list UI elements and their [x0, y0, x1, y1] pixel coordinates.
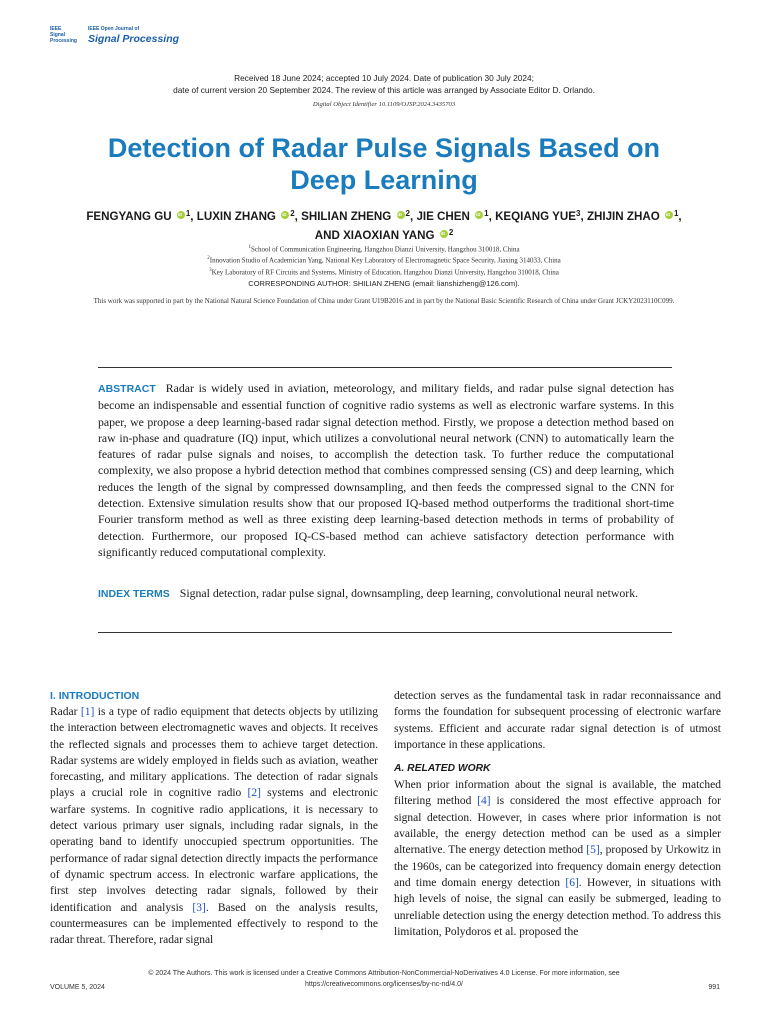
abstract-text: Radar is widely used in aviation, meteorology, and military fields, and radar pulse signal detection has become an indispensable and essential function of cognitive radio systems as well as electronic warfare systems. In this paper, we propose a deep learning-based radar signal detection method. Firstly, we propose a detection method based on raw in-phase and quadrature (IQ) input, which utilizes a convolutional neural network (CNN) to automatically learn the features of radar pulse signals and noises, to accomplish the detection task. To further reduce the computational complexity, we also propose a hybrid detection method that combines compressed sensing (CS) and deep learning, which reduces the length of the signal by compressed downsampling, and then feeds the compressed signal to the CNN for detection. Extensive simulation results show that our proposed IQ-based method outperforms the traditional short-time Fourier transform method as well as three existing deep learning-based detection methods in terms of probability of detection. Furthermore, our proposed IQ-CS-based method can achieve satisfactory detection performance with significantly reduced computational complexity.	[98, 381, 674, 559]
paragraph: Radar [1] is a type of radio equipment that detects objects by utilizing the interaction between electromagnetic waves and objects. It receives the reflected signals and processes them to achieve target detection. Radar systems are widely employed in fields such as aviation, weather forecasting, and military applications. The detection of radar signals plays a crucial role in cognitive radio [2] systems and electronic warfare systems. In cognitive radio applications, it is necessary to detect various primary user signals, including radar signals, in the operating band to identify unoccupied spectrum opportunities. The performance of radar signal detection directly impacts the performance of dynamic spectrum access. In electronic warfare applications, the first step involves detecting radar signals, followed by their identification and analysis [3]. Based on the analysis results, countermeasures can be implemented effectively to respond to the radar threat. Therefore, radar signal	[50, 706, 378, 947]
abstract	[98, 380, 674, 560]
doi: Digital Object Identifier 10.1109/OJSP.2024.3435703	[312, 101, 456, 108]
ieee-sps-logo-mark: IEEE Signal Processing	[50, 26, 77, 44]
affiliation: $^2$Innovation Studio of Academician Yang, National Key Laboratory of Electromagnetic Space Security, Jiaxing 314033, China	[207, 256, 561, 265]
journal-logo	[50, 26, 180, 48]
orcid-icon[interactable]	[475, 211, 483, 219]
divider	[98, 367, 672, 368]
journal-name: IEEE Open Journal of Signal Processing	[88, 26, 180, 45]
index-terms-label: INDEX TERMS	[98, 588, 170, 600]
affiliation: $^1$School of Communication Engineering, Hangzhou Dianzi University, Hangzhou 310018, China	[248, 245, 520, 254]
author-list: FENGYANG GU iD $^1$, LUXIN ZHANG iD $^2$, SHILIAN ZHENG iD $^2$, JIE CHEN iD $^1$, KEQIANG YUE$^3$, ZHIJIN ZHAO iD $^1$, AND XIAOXIAN YANG iD $^2$	[40, 206, 728, 244]
page-number: 991	[708, 984, 720, 991]
citation-link[interactable]: [1]	[80, 706, 95, 718]
publication-history: Received 18 June 2024; accepted 10 July 2024. Date of publication 30 July 2024; date of current version 20 September 2024. The review of this article was arranged by Associate Editor D. Orlando.	[173, 73, 595, 95]
author: FENGYANG GU iD $^1$	[86, 210, 190, 223]
citation-link[interactable]: [2]	[247, 787, 261, 800]
volume-label: VOLUME 5, 2024	[50, 984, 105, 991]
corresponding-author: CORRESPONDING AUTHOR: SHILIAN ZHENG (email: lianshizheng@126.com).	[248, 279, 520, 288]
citation-link[interactable]: [6]	[565, 876, 579, 889]
left-column	[50, 688, 378, 948]
index-terms-text: Signal detection, radar pulse signal, downsampling, deep learning, convolutional neural network.	[179, 586, 639, 600]
author: LUXIN ZHANG iD $^2$	[197, 210, 295, 223]
citation-link[interactable]: [3]	[192, 901, 206, 914]
index-terms	[98, 585, 674, 602]
paragraph: When prior information about the signal is available, the matched filtering method [4] is considered the most effective approach for signal detection. However, in cases where prior information is not available, the energy detection method can be used as a simpler alternative. The energy detection method [5], proposed by Urkowitz in the 1960s, can be categorized into frequency domain energy detection and time domain energy detection [6]. However, in situations with high levels of noise, the signal can easily be submerged, leading to unreliable detection using the energy detection method. To address this limitation, Polydoros et al. proposed the	[394, 779, 721, 938]
orcid-icon[interactable]	[177, 211, 185, 219]
license-note: © 2024 The Authors. This work is licensed under a Creative Commons Attribution-NonCommercial-NoDerivatives 4.0 License. For more information, see https://creativecommons.org/licenses/by-nc-nd/4.0/	[0, 968, 768, 990]
orcid-icon[interactable]	[440, 230, 448, 238]
affiliations	[0, 243, 768, 277]
divider	[98, 632, 672, 633]
paragraph: detection serves as the fundamental task in radar reconnaissance and forms the foundation for subsequent processing of electronic warfare systems. Efficient and accurate radar signal detection is of utmost importance in these applications.	[394, 690, 721, 751]
author: SHILIAN ZHENG iD $^2$	[301, 210, 410, 223]
section-heading: I. INTRODUCTION	[50, 690, 140, 702]
funding-note: This work was supported in part by the National Natural Science Foundation of China under Grant U19B2016 and in part by the National Basic Scientific Research of China under Grant JCKY2023110C099.	[93, 297, 675, 305]
citation-link[interactable]: [4]	[477, 795, 491, 808]
author: KEQIANG YUE$^3$	[495, 209, 581, 223]
subsection-heading: A. RELATED WORK	[394, 763, 491, 775]
orcid-icon[interactable]	[397, 211, 405, 219]
paper-title: Detection of Radar Pulse Signals Based on Deep Learning	[107, 133, 661, 195]
affiliation: $^3$Key Laboratory of RF Circuits and Systems, Ministry of Education, Hangzhou Dianzi University, Hangzhou 310018, China	[209, 267, 559, 276]
abstract-label: ABSTRACT	[98, 383, 156, 395]
orcid-icon[interactable]	[281, 211, 289, 219]
author: JIE CHEN iD $^1$	[416, 210, 488, 223]
author: XIAOXIAN YANG iD $^2$	[343, 229, 453, 242]
right-column	[394, 688, 721, 940]
orcid-icon[interactable]	[665, 211, 673, 219]
citation-link[interactable]: [5]	[586, 844, 600, 857]
author: ZHIJIN ZHAO iD $^1$	[587, 210, 678, 223]
license-link[interactable]: https://creativecommons.org/licenses/by-nc-nd/4.0/	[305, 981, 463, 988]
